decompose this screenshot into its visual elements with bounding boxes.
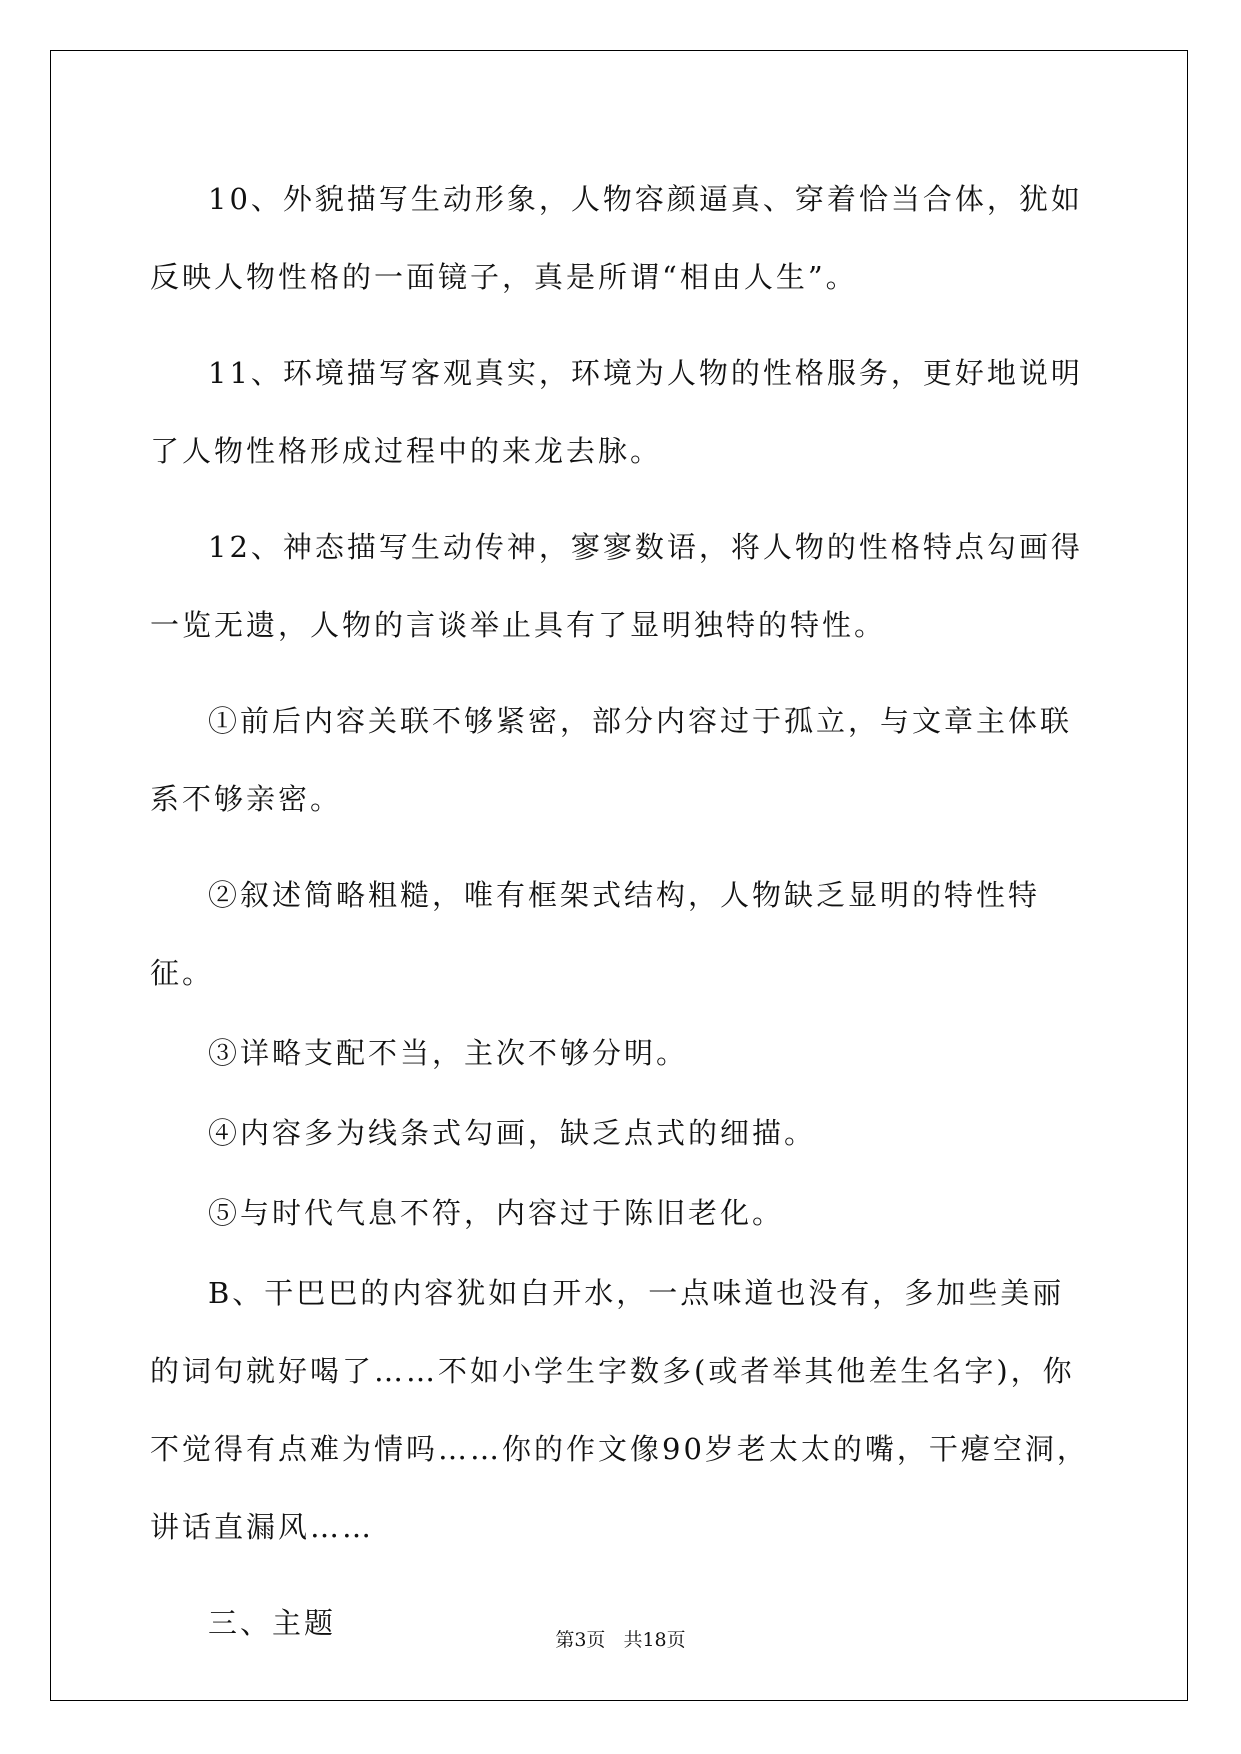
document-body <box>150 160 1090 1680</box>
paragraph-11: 11、环境描写客观真实，环境为人物的性格服务，更好地说明了人物性格形成过程中的来龙去脉。 <box>150 356 1083 468</box>
list-item-5: ⑤与时代气息不符，内容过于陈旧老化。 <box>208 1196 785 1230</box>
section-heading-theme: 三、主题 <box>208 1606 337 1640</box>
page-total: 共18页 <box>623 1629 686 1651</box>
list-item-3: ③详略支配不当，主次不够分明。 <box>208 1036 689 1070</box>
page-number: 第3页 <box>555 1629 606 1651</box>
list-item-2: ②叙述简略粗糙，唯有框架式结构，人物缺乏显明的特性特征。 <box>150 878 1041 990</box>
paragraph-12: 12、神态描写生动传神，寥寥数语，将人物的性格特点勾画得一览无遗，人物的言谈举止具有了显明独特的特性。 <box>150 530 1083 642</box>
paragraph-b: B、干巴巴的内容犹如白开水，一点味道也没有，多加些美丽的词句就好喝了……不如小学生字数多(或者举其他差生名字)，你不觉得有点难为情吗……你的作文像90岁老太太的嘴，干瘪空洞，讲话直漏风…… <box>150 1276 1089 1544</box>
list-item-1: ①前后内容关联不够紧密，部分内容过于孤立，与文章主体联系不够亲密。 <box>150 704 1073 816</box>
list-item-4: ④内容多为线条式勾画，缺乏点式的细描。 <box>208 1116 817 1150</box>
paragraph-10: 10、外貌描写生动形象，人物容颜逼真、穿着恰当合体，犹如反映人物性格的一面镜子，真是所谓“相由人生”。 <box>150 182 1083 294</box>
page-footer <box>0 1625 1241 1652</box>
